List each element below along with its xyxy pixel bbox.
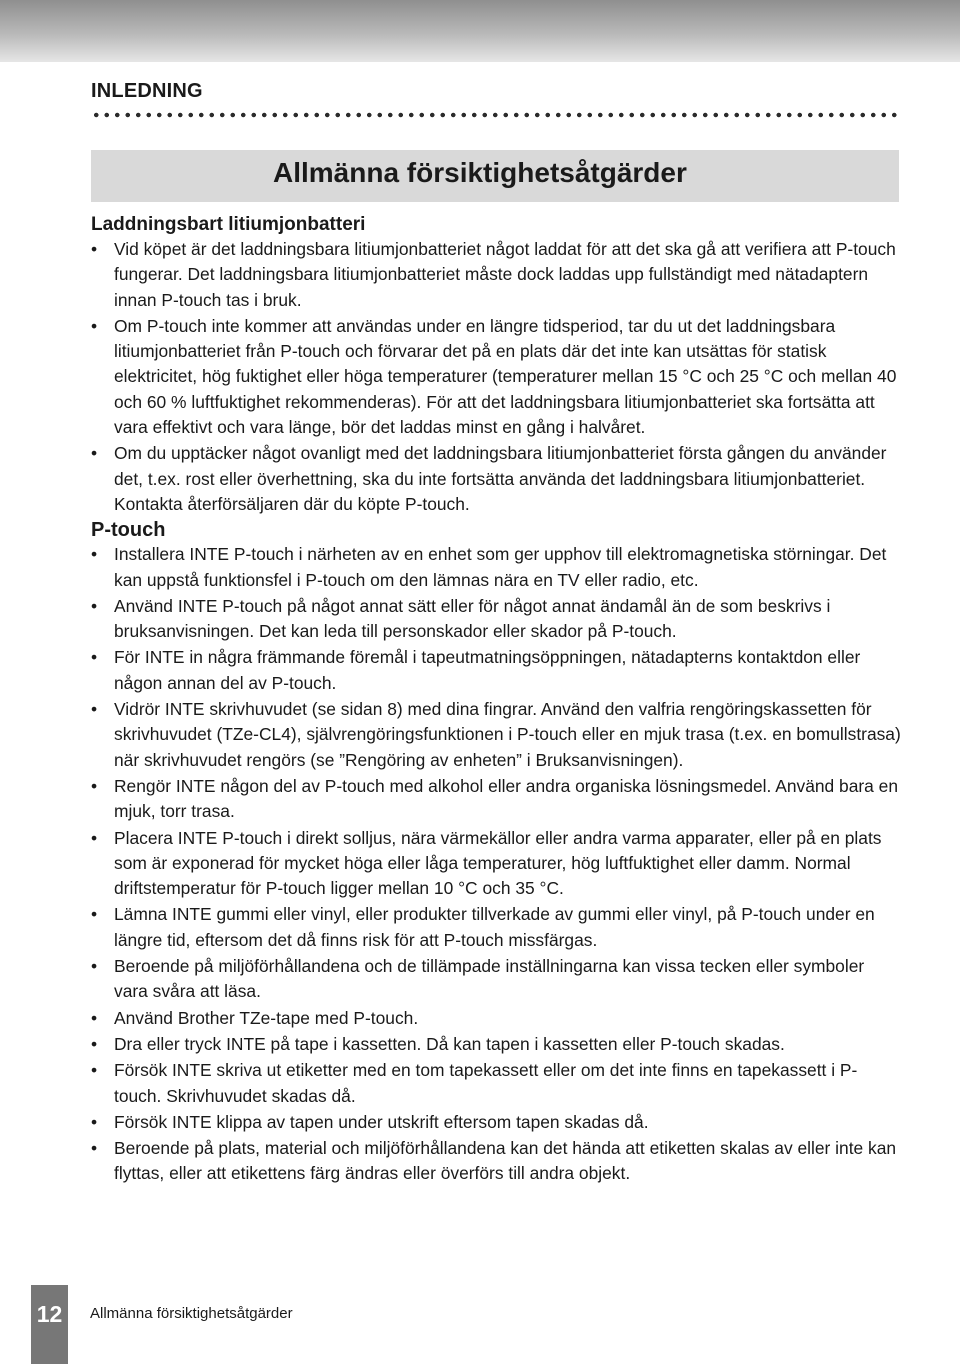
battery-list — [91, 237, 901, 517]
footer-label: Allmänna försiktighetsåtgärder — [90, 1305, 293, 1322]
list-item: • Dra eller tryck INTE på tape i kassetten. Då kan tapen i kassetten eller P-touch skadas. — [91, 1032, 901, 1057]
list-item: • Om du upptäcker något ovanligt med det laddningsbara litiumjonbatteriet första gången du använder det, t.ex. rost eller överhettning, ska du inte fortsätta använda det laddningsbara litiumjonbatteriet. Kontakta återförsäljaren där du köpte P-touch. — [91, 441, 901, 517]
list-item: • Placera INTE P-touch i direkt solljus, nära värmekällor eller andra varma apparater, eller på en plats som är exponerad för mycket höga eller låga temperaturer, hög luftfuktighet eller damm. Normal driftstemperatur för P-touch ligger mellan 10 °C och 35 °C. — [91, 826, 901, 902]
page-number: 12 — [36, 1301, 63, 1327]
ptouch-heading: P-touch — [91, 519, 166, 542]
page-title: Allmänna försiktighetsåtgärder — [273, 157, 687, 188]
list-item: • Använd Brother TZe-tape med P-touch. — [91, 1006, 901, 1031]
list-item: • För INTE in några främmande föremål i tapeutmatningsöppningen, nätadapterns kontaktdon eller någon annan del av P-touch. — [91, 645, 901, 696]
list-item: • Använd INTE P-touch på något annat sätt eller för något annat ändamål än de som beskrivs i bruksanvisningen. Det kan leda till personskador eller skador på P-touch. — [91, 594, 901, 645]
page-content — [91, 213, 901, 1188]
list-item: • Installera INTE P-touch i närheten av en enhet som ger upphov till elektromagnetiska störningar. Det kan uppstå funktionsfel i P-touch om den lämnas nära en TV eller radio, etc. — [91, 542, 901, 593]
list-item: • Vid köpet är det laddningsbara litiumjonbatteriet något laddat för att det ska gå att verifiera att P-touch fungerar. Det laddningsbara litiumjonbatteriet måste dock laddas upp fullständigt med nätadaptern innan P-touch tas i bruk. — [91, 237, 901, 313]
list-item: • Beroende på plats, material och miljöförhållandena kan det hända att etiketten skalas av eller inte kan flyttas, eller att etikettens färg ändras eller överförs till andra objekt. — [91, 1136, 901, 1187]
section-label: INLEDNING — [91, 80, 203, 102]
list-item: • Vidrör INTE skrivhuvudet (se sidan 8) med dina fingrar. Använd den valfria rengöringskassetten för skrivhuvudet (TZe-CL4), självrengöringsfunktionen i P-touch eller en mjuk trasa (t.ex. en bomullstrasa) när skrivhuvudet rengörs (se ”Rengöring av enheten” i Bruksanvisningen). — [91, 697, 901, 773]
list-item: • Beroende på miljöförhållandena och de tillämpade inställningarna kan vissa tecken eller symboler vara svåra att läsa. — [91, 954, 901, 1005]
ptouch-list — [91, 542, 901, 1186]
list-item: • Rengör INTE någon del av P-touch med alkohol eller andra organiska lösningsmedel. Använd bara en mjuk, torr trasa. — [91, 774, 901, 825]
list-item: • Om P-touch inte kommer att användas under en längre tidsperiod, tar du ut det laddningsbara litiumjonbatteriet från P-touch och förvarar det på en plats där det inte kan utsättas för statisk elektricitet, hög fuktighet eller höga temperaturer (temperaturer mellan 15 °C och 25 °C och mellan 40 och 60 % luftfuktighet rekommenderas). För att det laddningsbara litiumjonbatteriet ska fortsätta att vara effektivt och vara länge, bör det laddas minst en gång i halvåret. — [91, 314, 901, 440]
list-item: • Försök INTE klippa av tapen under utskrift eftersom tapen skadas då. — [91, 1110, 901, 1135]
list-item: • Lämna INTE gummi eller vinyl, eller produkter tillverkade av gummi eller vinyl, på P-touch under en längre tid, eftersom det då finns risk för att P-touch missfärgas. — [91, 902, 901, 953]
top-header-band — [0, 0, 960, 62]
page-number-tab — [31, 1285, 68, 1364]
dotted-divider — [91, 112, 901, 118]
list-item: • Försök INTE skriva ut etiketter med en tom tapekassett eller om det inte finns en tapekassett i P-touch. Skrivhuvudet skadas då. — [91, 1058, 901, 1109]
battery-heading: Laddningsbart litiumjonbatteri — [91, 214, 366, 235]
